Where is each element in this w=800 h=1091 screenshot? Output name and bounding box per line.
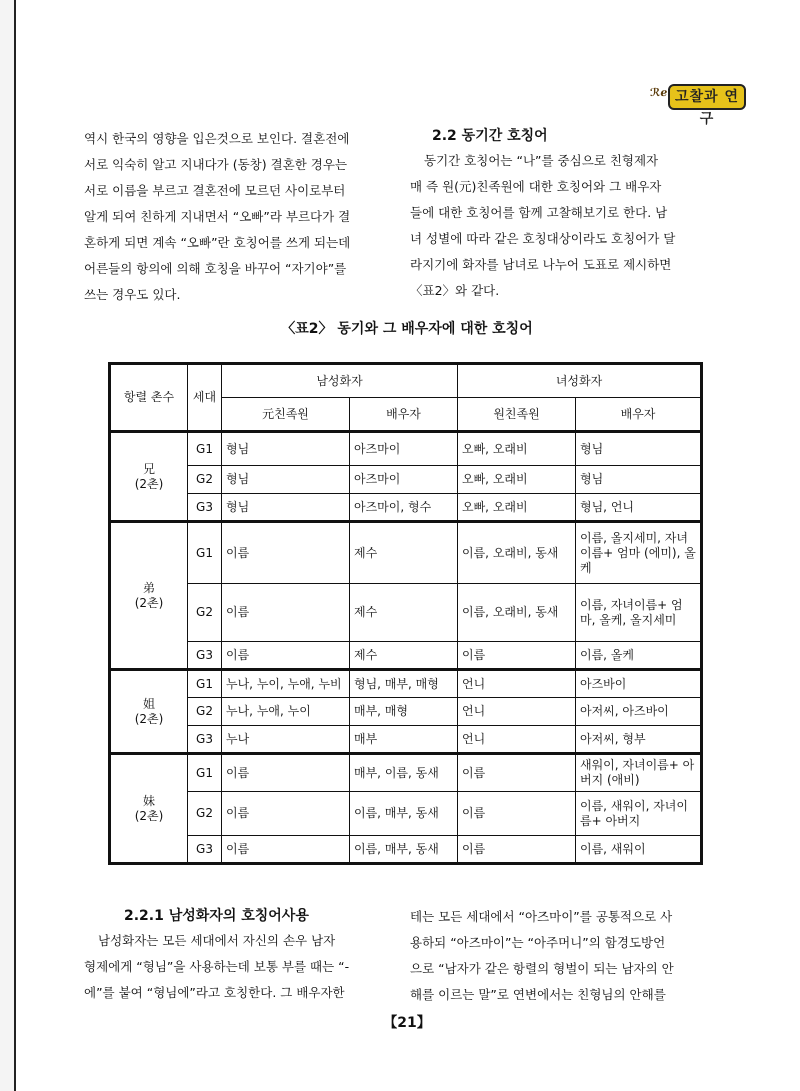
female-kin-term-cell: 이름, 오래비, 동새 [458, 522, 576, 584]
generation-cell: G1 [188, 754, 222, 792]
male-kin-term-cell: 형님 [222, 494, 350, 522]
female-spouse-term-cell: 아저씨, 형부 [576, 726, 702, 754]
text-line: 에”를 붙여 “형님에”라고 호칭한다. 그 배우자한 [84, 985, 345, 1000]
text-line: 매 즉 원(元)친족원에 대한 호칭어와 그 배우자 [410, 179, 662, 194]
male-kin-term-cell: 누나, 누이, 누애, 누비 [222, 670, 350, 698]
text-line: 어른들의 항의에 의해 호칭을 바꾸어 “자기야”를 [84, 261, 347, 276]
document-page [14, 0, 800, 1091]
header-male-spouse: 배우자 [350, 398, 458, 432]
header-female-speaker: 녀성화자 [458, 364, 702, 398]
journal-logo [650, 82, 750, 127]
table-body [110, 432, 702, 864]
female-kin-term-cell: 오빠, 오래비 [458, 432, 576, 466]
table-row [110, 792, 702, 836]
male-kin-term-cell: 이름 [222, 642, 350, 670]
male-kin-term-cell: 이름 [222, 584, 350, 642]
male-spouse-term-cell: 아즈마이, 형수 [350, 494, 458, 522]
logo-text: 고찰과 연구 [668, 84, 746, 110]
text-line: 역시 한국의 영향을 입은것으로 보인다. 결혼전에 [84, 131, 350, 146]
generation-cell: G3 [188, 836, 222, 864]
female-kin-term-cell: 이름 [458, 836, 576, 864]
generation-cell: G1 [188, 670, 222, 698]
section-heading: 2.2 동기간 호칭어 [432, 128, 548, 144]
female-spouse-term-cell: 이름, 새워이, 자녀이름+ 아버지 [576, 792, 702, 836]
subsection-heading: 2.2.1 남성화자의 호칭어사용 [124, 908, 309, 924]
kin-group-label: 妹 (2촌) [110, 754, 188, 864]
table-row [110, 642, 702, 670]
female-spouse-term-cell: 형님 [576, 432, 702, 466]
male-spouse-term-cell: 아즈마이 [350, 466, 458, 494]
male-spouse-term-cell: 형님, 매부, 매형 [350, 670, 458, 698]
table-row [110, 754, 702, 792]
generation-cell: G3 [188, 494, 222, 522]
generation-cell: G3 [188, 726, 222, 754]
female-spouse-term-cell: 이름, 자녀이름+ 엄마, 올케, 올지세미 [576, 584, 702, 642]
male-spouse-term-cell: 매부, 이름, 동새 [350, 754, 458, 792]
bottom-right-text [410, 904, 710, 1008]
male-kin-term-cell: 형님 [222, 432, 350, 466]
male-spouse-term-cell: 제수 [350, 584, 458, 642]
table-row [110, 494, 702, 522]
female-spouse-term-cell: 새워이, 자녀이름+ 아버지 (애비) [576, 754, 702, 792]
page-number: 【21】 [383, 1015, 431, 1031]
text-line: 형제에게 “형님”을 사용하는데 보통 부를 때는 “- [84, 959, 350, 974]
female-kin-term-cell: 오빠, 오래비 [458, 494, 576, 522]
male-kin-term-cell: 이름 [222, 836, 350, 864]
header-male-kin: 元친족원 [222, 398, 350, 432]
male-spouse-term-cell: 제수 [350, 642, 458, 670]
female-kin-term-cell: 이름 [458, 792, 576, 836]
male-spouse-term-cell: 이름, 매부, 동새 [350, 792, 458, 836]
header-male-speaker: 남성화자 [222, 364, 458, 398]
text-line: 용하되 “아즈마이”는 “아주머니”의 함경도방언 [410, 935, 666, 950]
female-kin-term-cell: 언니 [458, 670, 576, 698]
female-spouse-term-cell: 이름, 새워이 [576, 836, 702, 864]
male-kin-term-cell: 누나, 누애, 누이 [222, 698, 350, 726]
female-spouse-term-cell: 이름, 올케 [576, 642, 702, 670]
text-line: 해를 이르는 말”로 연변에서는 친형님의 안해를 [410, 987, 666, 1002]
table-row [110, 432, 702, 466]
bottom-left-text [84, 904, 396, 1006]
female-spouse-term-cell: 형님 [576, 466, 702, 494]
female-kin-term-cell: 이름 [458, 642, 576, 670]
kin-group-label: 弟 (2촌) [110, 522, 188, 670]
header-rank-degree: 항렬 촌수 [110, 364, 188, 432]
generation-cell: G2 [188, 466, 222, 494]
generation-cell: G3 [188, 642, 222, 670]
text-line: 들에 대한 호칭어를 함께 고찰해보기로 한다. 남 [410, 205, 668, 220]
generation-cell: G2 [188, 698, 222, 726]
generation-cell: G1 [188, 522, 222, 584]
table-row [110, 466, 702, 494]
generation-cell: G2 [188, 584, 222, 642]
male-kin-term-cell: 이름 [222, 754, 350, 792]
female-kin-term-cell: 언니 [458, 698, 576, 726]
right-column-text [410, 124, 710, 304]
male-spouse-term-cell: 매부, 매형 [350, 698, 458, 726]
text-line: 으로 “남자가 같은 항렬의 형벌이 되는 남자의 안 [410, 961, 674, 976]
female-kin-term-cell: 이름 [458, 754, 576, 792]
male-kin-term-cell: 이름 [222, 792, 350, 836]
male-spouse-term-cell: 이름, 매부, 동새 [350, 836, 458, 864]
female-kin-term-cell: 이름, 오래비, 동새 [458, 584, 576, 642]
generation-cell: G1 [188, 432, 222, 466]
male-spouse-term-cell: 제수 [350, 522, 458, 584]
male-kin-term-cell: 이름 [222, 522, 350, 584]
female-spouse-term-cell: 아즈바이 [576, 670, 702, 698]
male-spouse-term-cell: 매부 [350, 726, 458, 754]
table-row [110, 726, 702, 754]
honorific-table [108, 362, 703, 865]
header-female-kin: 원친족원 [458, 398, 576, 432]
female-kin-term-cell: 오빠, 오래비 [458, 466, 576, 494]
text-line: 라지기에 화자를 남녀로 나누어 도표로 제시하면 [410, 257, 672, 272]
left-column-text [84, 126, 396, 308]
female-spouse-term-cell: 형님, 언니 [576, 494, 702, 522]
table-row [110, 670, 702, 698]
table-caption: 〈표2〉 동기와 그 배우자에 대한 호칭어 [281, 321, 533, 337]
kin-group-label: 兄 (2촌) [110, 432, 188, 522]
table-row [110, 522, 702, 584]
female-spouse-term-cell: 이름, 올지세미, 자녀이름+ 엄마 (에미), 올케 [576, 522, 702, 584]
text-line: 남성화자는 모든 세대에서 자신의 손우 남자 [98, 933, 336, 948]
page-edge-rule [14, 0, 16, 1091]
header-female-spouse: 배우자 [576, 398, 702, 432]
male-spouse-term-cell: 아즈마이 [350, 432, 458, 466]
female-kin-term-cell: 언니 [458, 726, 576, 754]
text-line: 알게 되여 친하게 지내면서 “오빠”라 부르다가 결 [84, 209, 351, 224]
male-kin-term-cell: 누나 [222, 726, 350, 754]
text-line: 혼하게 되면 계속 “오빠”란 호칭어를 쓰게 되는데 [84, 235, 351, 250]
male-kin-term-cell: 형님 [222, 466, 350, 494]
text-line: 〈표2〉와 같다. [410, 283, 500, 298]
table-row [110, 698, 702, 726]
table-row [110, 836, 702, 864]
text-line: 테는 모든 세대에서 “아즈마이”를 공통적으로 사 [410, 909, 673, 924]
header-generation: 세대 [188, 364, 222, 432]
table-row [110, 584, 702, 642]
female-spouse-term-cell: 아저씨, 아즈바이 [576, 698, 702, 726]
generation-cell: G2 [188, 792, 222, 836]
kin-group-label: 姐 (2촌) [110, 670, 188, 754]
text-line: 서로 이름을 부르고 결혼전에 모르던 사이로부터 [84, 183, 346, 198]
text-line: 쓰는 경우도 있다. [84, 287, 181, 302]
text-line: 서로 익숙히 알고 지내다가 (동창) 결혼한 경우는 [84, 157, 348, 172]
text-line: 동기간 호칭어는 “나”를 중심으로 친형제자 [424, 153, 659, 168]
logo-mark: ℛℯ [650, 86, 668, 99]
text-line: 녀 성별에 따라 같은 호칭대상이라도 호칭어가 달 [410, 231, 676, 246]
